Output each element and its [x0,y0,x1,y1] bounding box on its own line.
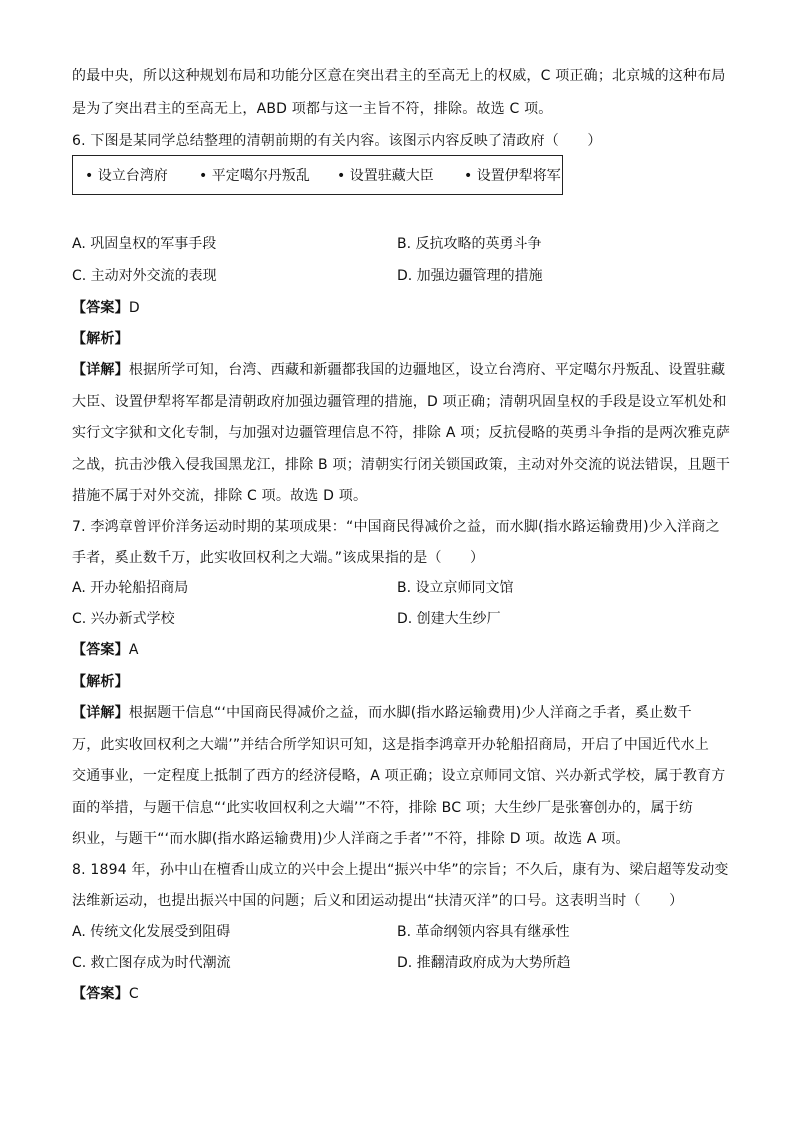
q6-option-a: A. 巩固皇权的军事手段 [72,236,217,252]
text-line: 的最中央，所以这种规划布局和功能分区意在突出君主的至高无上的权威，C 项正确；北京城的这种布局 [72,68,726,84]
box-item: • 平定噶尔丹叛乱 [199,168,310,184]
q7-option-d: D. 创建大生纱厂 [397,611,501,627]
q8-option-c: C. 救亡图存成为时代潮流 [72,955,231,971]
detail-tag: 【详解】 [72,705,129,721]
q6-figure-box [72,155,563,195]
q6-option-d: D. 加强边疆管理的措施 [397,268,543,284]
answer-value: A [128,642,139,658]
q7-option-a: A. 开办轮船招商局 [72,580,189,596]
analysis-tag: 【解析】 [72,674,129,690]
q8-option-b: B. 革命纲领内容具有继承性 [397,924,570,940]
box-item: • 设立台湾府 [85,168,168,184]
q7-detail-line [72,703,692,723]
answer-value: C [128,986,139,1002]
q6-option-b: B. 反抗攻略的英勇斗争 [397,236,542,252]
answer-tag: 【答案】 [72,300,129,316]
q6-detail-line: 措施不属于对外交流，排除 C 项。故选 D 项。 [72,488,368,504]
q7-detail-line: 交通事业，一定程度上抵制了西方的经济侵略，A 项正确；设立京师同文馆、兴办新式学校，属于教育方 [72,768,726,784]
q6-detail-line: 实行文字狱和文化专制，与加强对边疆管理信息不符，排除 A 项；反抗侵略的英勇斗争指的是两次雅克萨 [72,425,731,441]
q8-answer [72,984,139,1004]
q7-option-c: C. 兴办新式学校 [72,611,175,627]
q6-detail-line: 之战，抗击沙俄入侵我国黑龙江，排除 B 项；清朝实行闭关锁国政策，主动对外交流的说法错误，且题干 [72,457,731,473]
detail-text: 根据题干信息“‘中国商民得减价之益，而水脚(指水路运输费用)少人洋商之手者，奚止数千 [128,705,692,721]
detail-text: 根据所学可知，台湾、西藏和新疆都我国的边疆地区，设立台湾府、平定噶尔丹叛乱、设置驻藏 [128,362,726,378]
q8-option-d: D. 推翻清政府成为大势所趋 [397,955,571,971]
analysis-tag: 【解析】 [72,331,129,347]
question-7-stem: 7. 李鸿章曾评价洋务运动时期的某项成果：“中国商民得减价之益，而水脚(指水路运输费用)少入洋商之 [72,519,720,535]
question-8-stem: 8. 1894 年，孙中山在檀香山成立的兴中会上提出“振兴中华”的宗旨；不久后，康有为、梁启超等发动变 [72,862,729,878]
question-8-stem: 法维新运动，也提出振兴中国的问题；后义和团运动提出“扶清灭洋”的口号。这表明当时（ ） [72,893,684,909]
q6-detail-line [72,360,725,380]
q6-option-c: C. 主动对外交流的表现 [72,268,217,284]
answer-value: D [128,300,140,316]
q6-answer [72,298,140,318]
q7-detail-line: 面的举措，与题干信息“‘此实收回权利之大端’”不符，排除 BC 项；大生纱厂是张謇创办的，属于纺 [72,800,694,816]
q7-detail-line: 织业，与题干“‘而水脚(指水路运输费用)少人洋商之手者’”不符，排除 D 项。故选 A 项。 [72,831,630,847]
question-7-stem: 手者，奚止数千万，此实收回权利之大端。”该成果指的是（ ） [72,550,485,566]
q8-option-a: A. 传统文化发展受到阻碍 [72,924,231,940]
q7-analysis-tag [72,672,129,692]
q7-detail-line: 万，此实收回权利之大端’”并结合所学知识可知，这是指李鸿章开办轮船招商局，开启了中国近代水上 [72,737,709,753]
box-item: • 设置伊犁将军 [464,168,561,184]
q7-answer [72,640,139,660]
answer-tag: 【答案】 [72,986,129,1002]
q6-detail-line: 大臣、设置伊犁将军都是清朝政府加强边疆管理的措施，D 项正确；清朝巩固皇权的手段是设立军机处和 [72,394,727,410]
q6-analysis-tag [72,329,129,349]
question-6-stem: 6. 下图是某同学总结整理的清朝前期的有关内容。该图示内容反映了清政府（ ） [72,133,602,149]
q7-option-b: B. 设立京师同文馆 [397,580,514,596]
text-line: 是为了突出君主的至高无上，ABD 项都与这一主旨不符，排除。故选 C 项。 [72,101,553,117]
box-item: • 设置驻藏大臣 [337,168,434,184]
answer-tag: 【答案】 [72,642,129,658]
detail-tag: 【详解】 [72,362,129,378]
